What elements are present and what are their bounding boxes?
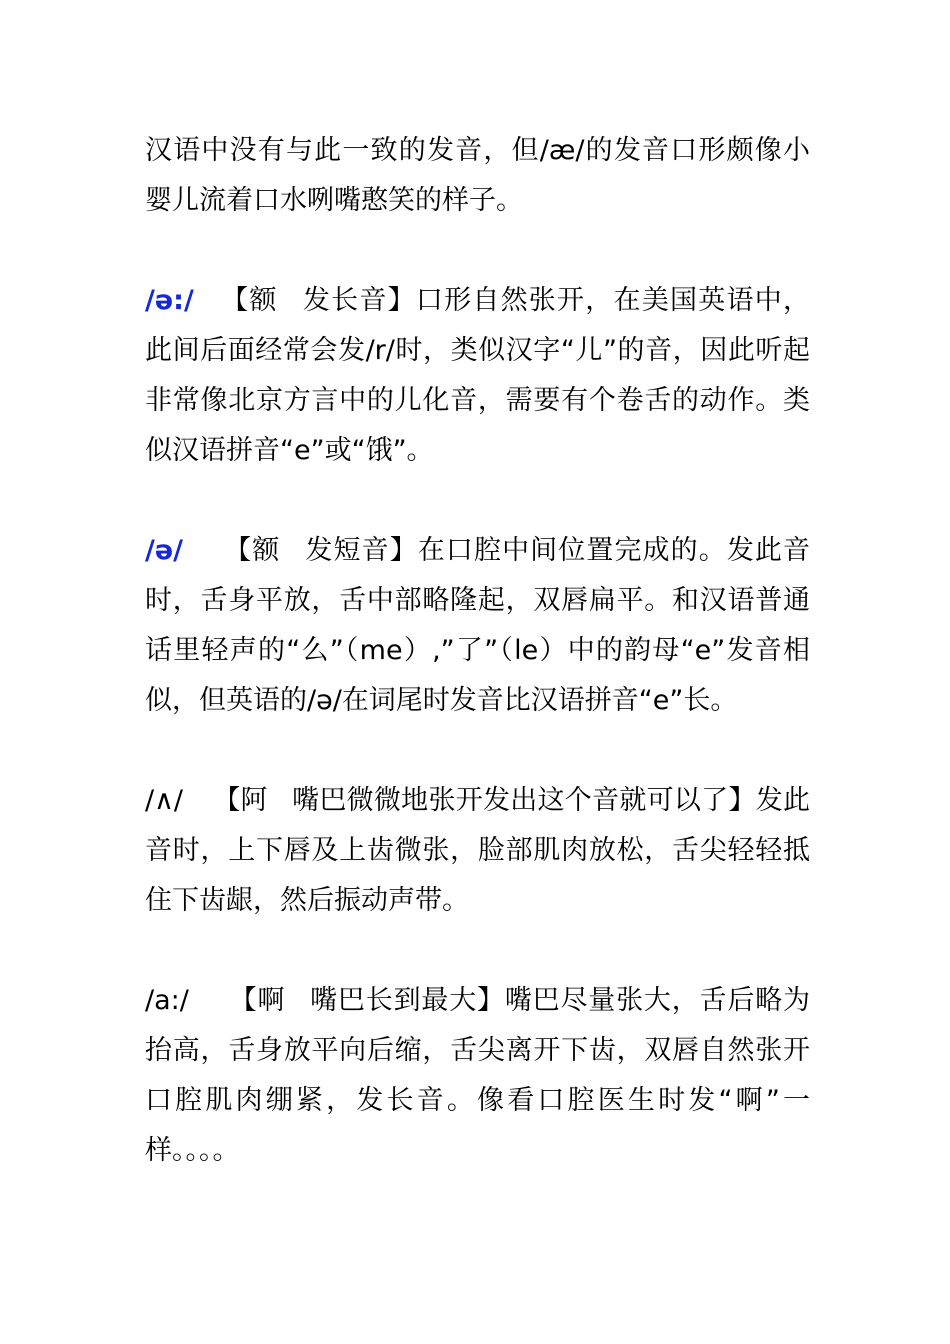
paragraph-text: 口形自然张开，在美国英语中，此间后面经常会发/r/时，类似汉字“儿”的音，因此听起非常像北京方言中的儿化音，需要有个卷舌的动作。类似汉语拼音“e”或“饿”。 (145, 285, 811, 466)
pronunciation-note: 嘴巴微微地张开发出这个音就可以了】 (291, 785, 756, 816)
paragraph-schwa-short (145, 526, 810, 726)
pronunciation-hint: 【阿 (212, 785, 268, 816)
paragraph-schwa-long (145, 276, 810, 476)
pronunciation-note: 嘴巴长到最大】 (309, 985, 505, 1016)
pronunciation-hint: 【额 (223, 535, 281, 566)
paragraph-text: 发此音时，上下唇及上齿微张，脸部肌肉放松，舌尖轻轻抵住下齿龈，然后振动声带。 (145, 785, 811, 916)
paragraph-wedge (145, 776, 810, 926)
pronunciation-note: 发长音】 (301, 285, 416, 316)
pronunciation-note: 发短音】 (304, 535, 418, 566)
phonetic-symbol: /ə:/ (145, 285, 194, 316)
paragraph-text: 在口腔中间位置完成的。发此音时，舌身平放，舌中部略隆起，双唇扁平。和汉语普通话里轻声的“么”（me）,”了”（le）中的韵母“e”发音相似，但英语的/ə/在词尾时发音比汉语拼音“e”长。 (145, 535, 811, 716)
phonetic-symbol: /∧/ (145, 785, 183, 816)
pronunciation-hint: 【啊 (228, 985, 286, 1016)
paragraph-text: 嘴巴尽量张大，舌后略为抬高，舌身放平向后缩，舌尖离开下齿，双唇自然张开口腔肌肉绷紧，发长音。像看口腔医生时发“啊”一样。。。。 (145, 985, 811, 1166)
pronunciation-hint: 【额 (219, 285, 278, 316)
phonetic-symbol: /a:/ (145, 985, 189, 1016)
paragraph-ae (145, 126, 810, 226)
document-page (145, 126, 810, 1226)
paragraph-text: 汉语中没有与此一致的发音，但/æ/的发音口形颇像小婴儿流着口水咧嘴憨笑的样子。 (145, 135, 810, 216)
paragraph-a-long (145, 976, 810, 1176)
phonetic-symbol: /ə/ (145, 535, 184, 566)
